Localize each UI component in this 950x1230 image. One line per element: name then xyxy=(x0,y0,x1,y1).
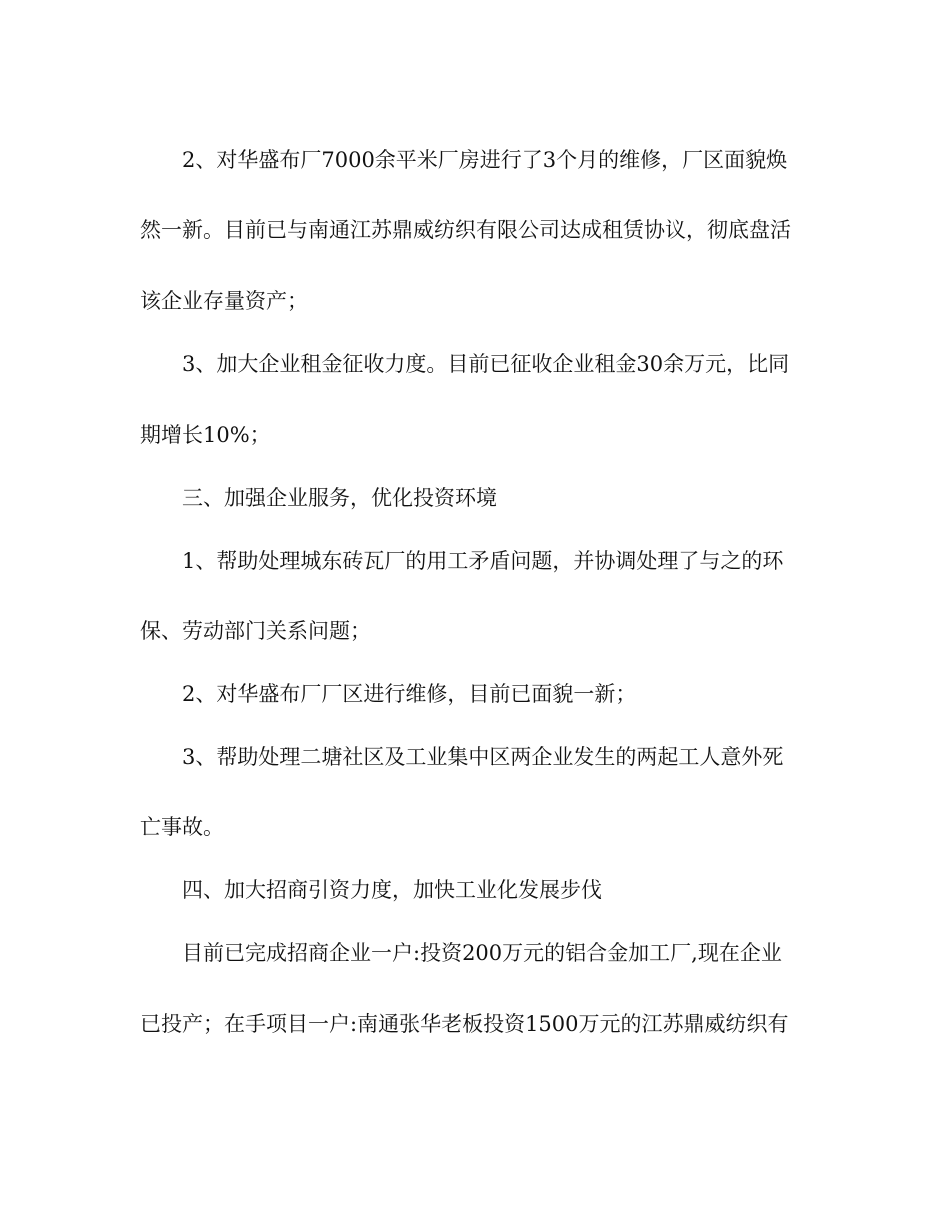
paragraph-item-3-line-1: 3、加大企业租金征收力度。目前已征收企业租金30余万元，比同 xyxy=(182,352,790,376)
paragraph-service-2: 2、对华盛布厂厂区进行维修，目前已面貌一新； xyxy=(182,682,637,706)
paragraph-service-3-line-2: 亡事故。 xyxy=(140,815,224,839)
section-heading-4: 四、加大招商引资力度，加快工业化发展步伐 xyxy=(182,878,602,902)
paragraph-investment-line-2: 已投产；在手项目一户:南通张华老板投资1500万元的江苏鼎威纺织有 xyxy=(140,1012,789,1036)
paragraph-investment-line-1: 目前已完成招商企业一户:投资200万元的铝合金加工厂,现在企业 xyxy=(182,941,782,965)
paragraph-item-2-line-1: 2、对华盛布厂7000余平米厂房进行了3个月的维修，厂区面貌焕 xyxy=(182,148,788,172)
paragraph-item-2-line-2: 然一新。目前已与南通江苏鼎威纺织有限公司达成租赁协议，彻底盘活 xyxy=(140,218,791,242)
paragraph-service-1-line-1: 1、帮助处理城东砖瓦厂的用工矛盾问题，并协调处理了与之的环 xyxy=(182,549,784,573)
paragraph-service-1-line-2: 保、劳动部门关系问题； xyxy=(140,619,371,643)
paragraph-service-3-line-1: 3、帮助处理二塘社区及工业集中区两企业发生的两起工人意外死 xyxy=(182,745,784,769)
paragraph-item-2-line-3: 该企业存量资产； xyxy=(140,289,308,313)
paragraph-item-3-line-2: 期增长10%； xyxy=(140,423,271,447)
section-heading-3: 三、加强企业服务，优化投资环境 xyxy=(182,486,497,510)
